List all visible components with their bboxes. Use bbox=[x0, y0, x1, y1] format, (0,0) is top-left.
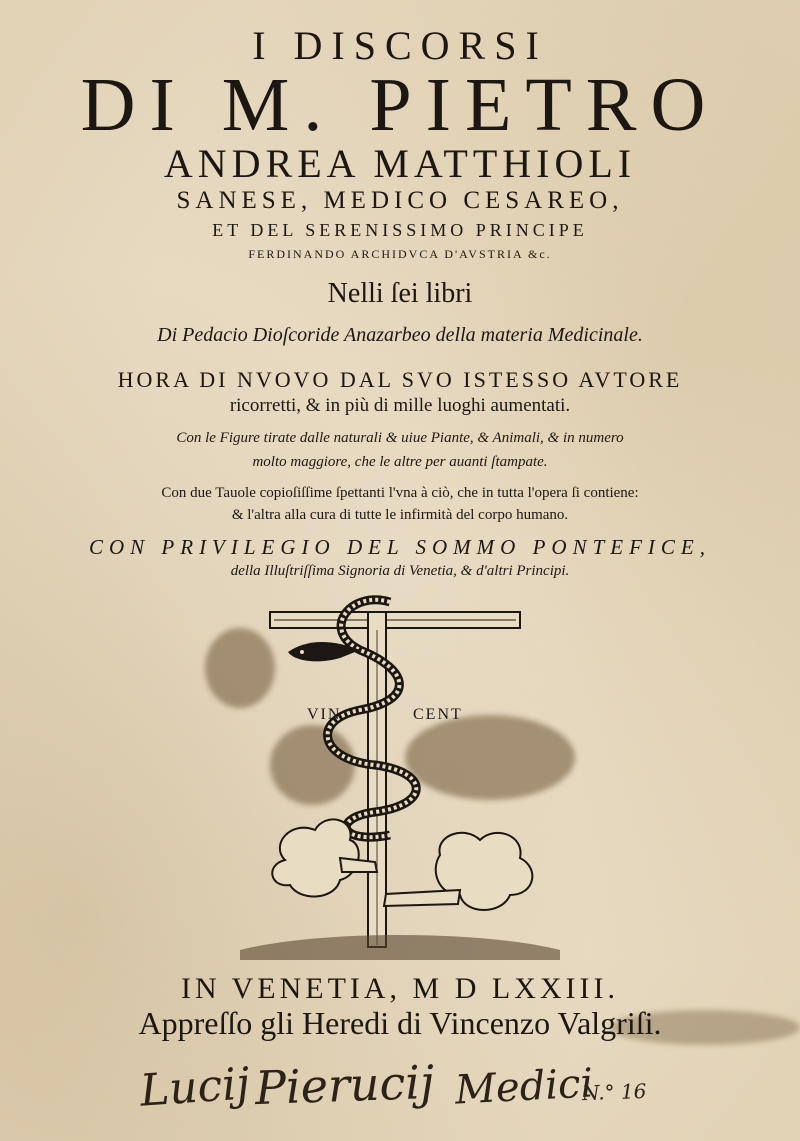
privilege-note-line: della Illuſtriſſima Signoria di Venetia, & d'altri Principi. bbox=[230, 563, 570, 579]
dedicatee-line: FERDINANDO ARCHIDVCA D'AVSTRIA &c. bbox=[248, 247, 552, 261]
figures-line-2: molto maggiore, che le altre per auanti ſtampate. bbox=[252, 454, 548, 470]
imprint-printer: Appreſſo gli Heredi di Vincenzo Valgriſi. bbox=[138, 1005, 662, 1041]
dedication-line: ET DEL SERENISSIMO PRINCIPE bbox=[212, 220, 588, 240]
imprint-place-date: IN VENETIA, M D LXXIII. bbox=[180, 972, 620, 1005]
tables-line-2: & l'altra alla cura di tutte le infirmità del corpo humano. bbox=[231, 507, 569, 523]
work-subtitle: Nelli ſei libri bbox=[327, 278, 473, 309]
handwritten-signature-word: Medici bbox=[453, 1060, 595, 1114]
work-source-line: Di Pedacio Dioſcoride Anazarbeo della materia Medicinale. bbox=[157, 324, 643, 346]
author-name-line: DI M. PIETRO bbox=[80, 63, 720, 147]
privilege-line: CON PRIVILEGIO DEL SOMMO PONTEFICE, bbox=[88, 535, 711, 559]
edition-line: HORA DI NVOVO DAL SVO ISTESSO AVTORE bbox=[117, 367, 683, 392]
author-title-line: SANESE, MEDICO CESAREO, bbox=[176, 187, 624, 214]
author-surname-line: ANDREA MATTHIOLI bbox=[163, 141, 637, 186]
edition-note-line: ricorretti, & in più di mille luoghi aumentati. bbox=[229, 395, 571, 416]
emblem-motto-right: CENT bbox=[413, 706, 463, 723]
figures-line-1: Con le Figure tirate dalle naturali & uiue Piante, & Animali, & in numero bbox=[176, 430, 624, 446]
printer-device-emblem bbox=[240, 590, 560, 960]
emblem-motto-left: VIN bbox=[307, 706, 342, 723]
handwritten-signature-word: Pierucij bbox=[254, 1054, 436, 1116]
handwritten-signature-word: Lucij bbox=[138, 1058, 252, 1117]
title-line-1: I DISCORSI bbox=[252, 23, 548, 68]
handwritten-shelf-number: N.° 16 bbox=[581, 1078, 647, 1106]
tables-line-1: Con due Tauole copioſiſſime ſpettanti l'vna à ciò, che in tutta l'opera ſi contiene: bbox=[161, 485, 639, 501]
